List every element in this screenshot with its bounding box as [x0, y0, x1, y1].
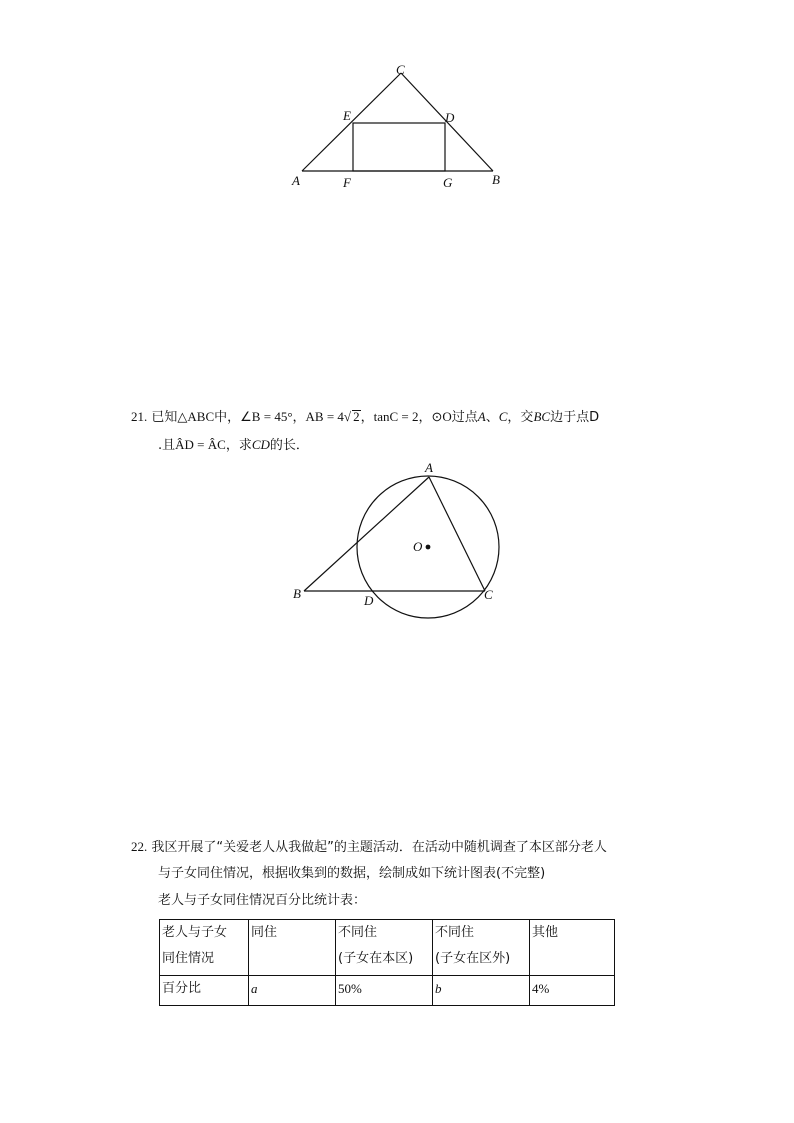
header-cell-not-together-local: 不同住 (子女在本区): [336, 920, 433, 976]
text: ，: [292, 410, 306, 425]
cell-percent-label: 百分比: [160, 976, 249, 1006]
label-O: O: [413, 539, 423, 554]
label-A: A: [292, 173, 300, 188]
header-cell-not-together-outside: 不同住 (子女在区外): [433, 920, 530, 976]
circle-o: ⊙O: [431, 409, 452, 424]
tan-c: tanC = 2: [373, 409, 419, 424]
label-E: E: [343, 108, 351, 123]
text: 已知: [151, 410, 178, 425]
question-number: 22.: [131, 839, 148, 854]
angle-b: ∠B = 45°: [240, 409, 293, 424]
label-B: B: [492, 172, 500, 187]
text: 边于点D: [550, 410, 600, 425]
text: 过点: [451, 410, 478, 425]
text: .且: [158, 438, 176, 453]
label-G: G: [443, 175, 453, 190]
question-22-line-2: 与子女同住情况，根据收集到的数据，绘制成如下统计图表(不完整): [158, 866, 546, 881]
text: ，: [360, 410, 374, 425]
text: 我区开展了“关爱老人从我做起”的主题活动．在活动中随机调查了本区部分老人: [151, 840, 607, 855]
question-22-line-1: [131, 833, 607, 862]
text: ，交: [507, 410, 534, 425]
segment-cd: CD: [251, 437, 270, 452]
cell-b: b: [433, 976, 530, 1006]
text: 、: [485, 410, 499, 425]
question-21-line-1: [131, 403, 599, 432]
sqrt-sign: √: [343, 409, 352, 424]
segment-AC: [429, 477, 485, 591]
text: ，求: [225, 438, 252, 453]
cell-a: a: [249, 976, 336, 1006]
point-c: C: [498, 409, 508, 424]
center-dot: [426, 545, 431, 550]
text: 的长．: [269, 438, 309, 453]
cell-50-percent: 50%: [336, 976, 433, 1006]
table-header-row: [160, 920, 615, 976]
rectangle-EDGF: [353, 123, 445, 171]
arc-equality: ÂD = ÂC: [175, 437, 226, 452]
figure-circle-triangle: [290, 460, 520, 630]
label-D: D: [364, 593, 374, 608]
segment-AB: [304, 477, 429, 591]
header-cell-category: 老人与子女 同住情况: [160, 920, 249, 976]
figure-triangle-rectangle: [280, 58, 520, 198]
header-cell-other: 其他: [530, 920, 615, 976]
label-C: C: [396, 62, 405, 77]
point-a: A: [477, 409, 486, 424]
triangle-abc: △ABC: [177, 409, 215, 424]
text: ，: [418, 410, 432, 425]
text: 中，: [214, 410, 241, 425]
label-C: C: [484, 587, 493, 602]
segment-AC: [302, 73, 401, 171]
sqrt-argument: 2: [353, 409, 360, 424]
table-title: 老人与子女同住情况百分比统计表：: [158, 893, 367, 908]
header-cell-live-together: 同住: [249, 920, 336, 976]
label-B: B: [293, 586, 301, 601]
label-A: A: [425, 460, 433, 475]
cell-4-percent: 4%: [530, 976, 615, 1006]
segment-bc: BC: [533, 409, 551, 424]
label-F: F: [343, 175, 351, 190]
question-number: 21.: [131, 409, 148, 424]
label-D: D: [445, 110, 455, 125]
statistics-table: [159, 919, 615, 1006]
ab-length: AB = 4: [305, 409, 344, 424]
question-21-line-2: [158, 431, 309, 460]
table-row: [160, 976, 615, 1006]
